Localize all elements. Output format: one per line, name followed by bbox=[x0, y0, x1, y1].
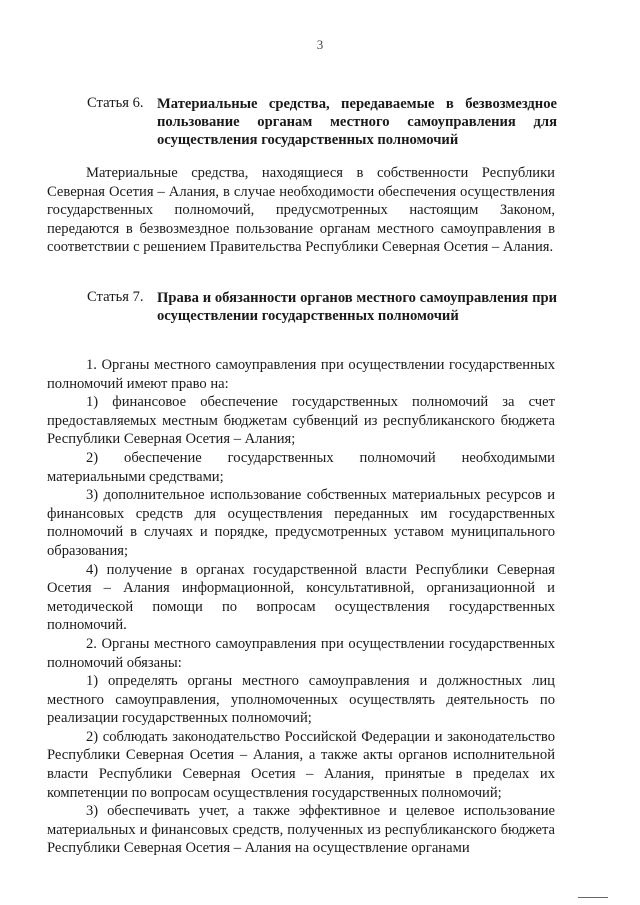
article-7-paragraph: 1) определять органы местного самоуправления и должностных лиц местного самоуправления, уполномоченных осуществлять деятельность по реализации государственных полномочий; bbox=[47, 673, 555, 727]
article-7-paragraph: 2. Органы местного самоуправления при осуществлении государственных полномочий обязаны: bbox=[47, 635, 555, 671]
article-7-body bbox=[47, 356, 555, 858]
article-7-paragraph: 1) финансовое обеспечение государственных полномочий за счет предоставляемых местным бюджетам субвенций из республиканского бюджета Республики Северная Осетия – Алания; bbox=[47, 394, 555, 448]
article-7-paragraph: 4) получение в органах государственной власти Республики Северная Осетия – Алания информационной, консультативной, организационной и методической помощи по вопросам осуществления государственных полномочий. bbox=[47, 561, 555, 634]
article-7-paragraph: 3) обеспечивать учет, а также эффективное и целевое использование материальных и финансовых средств, полученных из республиканского бюджета Республики Северная Осетия – Алания на осуществление органами bbox=[47, 803, 555, 857]
article-7-title: Права и обязанности органов местного самоуправления при осуществлении государственных полномочий bbox=[157, 290, 557, 324]
article-7-paragraph: 2) соблюдать законодательство Российской Федерации и законодательство Республики Северная Осетия – Алания, а также акты органов исполнительной власти Республики Северная Осетия – Алания, принятые в пределах их компетенции по вопросам осуществления государственных полномочий; bbox=[47, 728, 555, 801]
article-7-label: Статья 7. bbox=[87, 289, 144, 305]
page-number: 3 bbox=[316, 37, 324, 52]
footer-divider bbox=[578, 897, 608, 898]
article-7-paragraph: 2) обеспечение государственных полномочий необходимыми материальными средствами; bbox=[47, 449, 555, 485]
article-6-body bbox=[47, 164, 555, 257]
article-7-paragraph: 1. Органы местного самоуправления при осуществлении государственных полномочий имеют право на: bbox=[47, 357, 555, 392]
article-6-paragraph: Материальные средства, находящиеся в собственности Республики Северная Осетия – Алания, в случае необходимости обеспечения осуществления государственных полномочий, предусмотренных настоящим Законом, передаются в безвозмездное пользование органам местного самоуправления в соответствии с решением Правительства Республики Северная Осетия – Алания. bbox=[47, 165, 555, 256]
article-6-label: Статья 6. bbox=[87, 95, 144, 111]
article-6-title: Материальные средства, передаваемые в безвозмездное пользование органам местного самоуправления для осуществления государственных полномочий bbox=[157, 96, 557, 148]
article-7-paragraph: 3) дополнительное использование собственных материальных ресурсов и финансовых средств для осуществления переданных им государственных полномочий в случаях и порядке, предусмотренных уставом муниципального образования; bbox=[47, 487, 555, 559]
